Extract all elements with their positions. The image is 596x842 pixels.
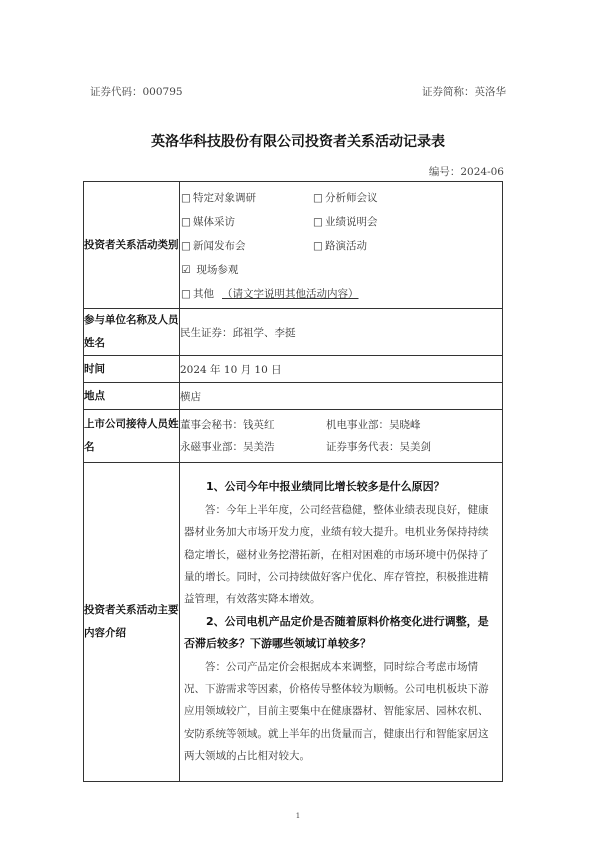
time-value: 2024 年 10 月 10 日 bbox=[180, 356, 503, 383]
receptionist-magnet: 永磁事业部：吴美浩 bbox=[180, 441, 275, 453]
activity-type-label: 投资者关系活动类别 bbox=[84, 182, 180, 309]
checkbox-icon: □ bbox=[313, 216, 323, 228]
page-number: 1 bbox=[295, 812, 301, 820]
stock-code: 证券代码：000795 bbox=[90, 86, 183, 98]
page-title: 英洛华科技股份有限公司投资者关系活动记录表 bbox=[151, 134, 445, 150]
checkbox-icon: □ bbox=[181, 240, 191, 252]
checkbox-icon: □ bbox=[313, 240, 323, 252]
checkbox-icon: □ bbox=[313, 192, 323, 204]
receptionists-label: 上市公司接待人员姓名 bbox=[84, 410, 180, 463]
page-header bbox=[90, 84, 506, 100]
participants-value: 民生证券：邱祖学、李挺 bbox=[180, 309, 503, 356]
participants-label: 参与单位名称及人员姓名 bbox=[84, 309, 180, 356]
location-value: 横店 bbox=[180, 383, 503, 410]
checkbox-icon: □ bbox=[181, 216, 191, 228]
checked-checkbox-icon: ☑ bbox=[181, 264, 191, 276]
row-location bbox=[84, 383, 503, 410]
row-participants bbox=[84, 309, 503, 356]
option-specific-research: □ 特定对象调研 bbox=[180, 186, 312, 210]
activity-type-options bbox=[180, 182, 502, 308]
location-label: 地点 bbox=[84, 383, 180, 410]
main-content bbox=[180, 472, 502, 771]
answer-1: 答：今年上半年度，公司经营稳健，整体业绩表现良好，健康器材业务加大市场开发力度，业绩有较大提升。电机业务保持持续稳定增长，磁材业务挖潜拓新，在相对困难的市场环境中仍保持了量的增长。同时，公司持续做好客户优化、库存管控，积极推进精益管理，有效落实降本增效。 bbox=[184, 503, 489, 606]
receptionist-electromechanical: 机电事业部：吴晓峰 bbox=[326, 419, 421, 431]
receptionists-cell bbox=[180, 410, 503, 463]
answer-2: 答：公司产品定价会根据成本来调整，同时综合考虑市场情况、下游需求等因素，价格传导整体较为顺畅。公司电机板块下游应用领域较广，目前主要集中在健康器材、智能家居、园林农机、安防系统等领域。就上半年的出货量而言，健康出行和智能家居这两大领域的占比相对较大。 bbox=[184, 660, 489, 763]
checkbox-icon: □ bbox=[181, 192, 191, 204]
option-press-conference: □ 新闻发布会 bbox=[180, 234, 312, 258]
stock-name: 证券简称：英洛华 bbox=[422, 86, 506, 98]
main-content-label: 投资者关系活动主要内容介绍 bbox=[84, 463, 180, 782]
document-number: 编号：2024-06 bbox=[428, 166, 504, 178]
option-media-interview: □ 媒体采访 bbox=[180, 210, 312, 234]
activity-type-cell bbox=[180, 182, 503, 309]
row-receptionists bbox=[84, 410, 503, 463]
other-description: （请文字说明其他活动内容） bbox=[222, 288, 359, 300]
main-content-cell bbox=[180, 463, 503, 782]
question-2: 2、公司电机产品定价是否随着原料价格变化进行调整，是否滞后较多？下游哪些领域订单较多？ bbox=[184, 614, 489, 651]
row-main-content bbox=[84, 463, 503, 782]
option-earnings-call: □ 业绩说明会 bbox=[312, 210, 492, 234]
receptionist-securities-rep: 证券事务代表：吴美剑 bbox=[326, 441, 431, 453]
row-activity-type bbox=[84, 182, 503, 309]
receptionist-board-secretary: 董事会秘书：钱英红 bbox=[180, 419, 275, 431]
option-roadshow: □ 路演活动 bbox=[312, 234, 492, 258]
option-other: □ 其他 （请文字说明其他活动内容） bbox=[180, 282, 492, 306]
option-analyst-meeting: □ 分析师会议 bbox=[312, 186, 492, 210]
question-1: 1、公司今年中报业绩同比增长较多是什么原因？ bbox=[206, 480, 445, 494]
investor-relations-record-table bbox=[83, 181, 503, 782]
receptionists-list bbox=[180, 410, 502, 462]
time-label: 时间 bbox=[84, 356, 180, 383]
checkbox-icon: □ bbox=[181, 288, 191, 300]
row-time bbox=[84, 356, 503, 383]
option-site-visit: ☑ 现场参观 bbox=[180, 258, 492, 282]
